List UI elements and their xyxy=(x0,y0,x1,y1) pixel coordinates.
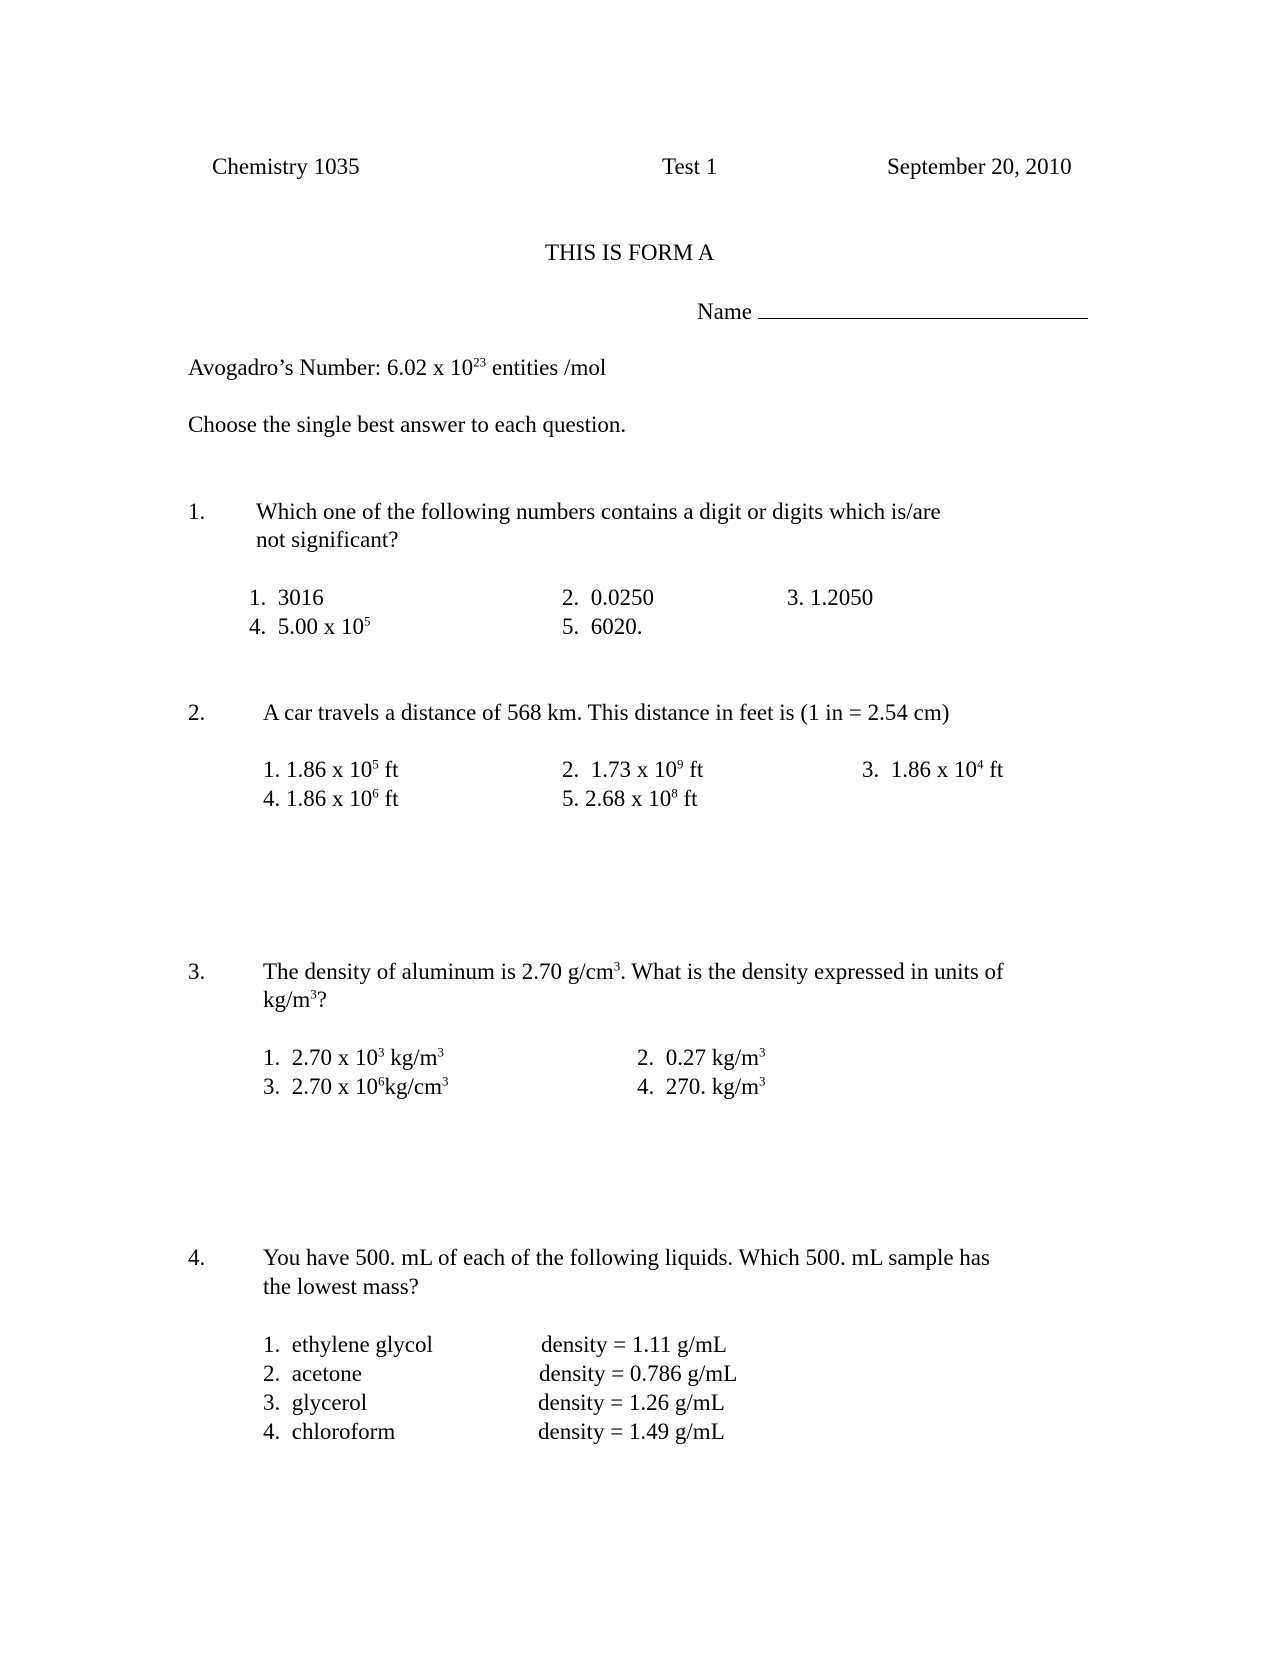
question-4-option-4[interactable]: 4. chloroform xyxy=(263,1419,396,1444)
question-4-option-1[interactable]: 1. ethylene glycol xyxy=(263,1332,433,1357)
name-blank-line[interactable] xyxy=(758,296,1088,319)
question-4-option-3-density: density = 1.26 g/mL xyxy=(538,1390,725,1415)
question-2-text-line1: A car travels a distance of 568 km. This distance in feet is (1 in = 2.54 cm) xyxy=(263,700,950,725)
name-label: Name xyxy=(697,299,752,324)
question-3-text-line2: $kg/m^3$? xyxy=(263,986,327,1012)
test-title: Test 1 xyxy=(662,154,718,179)
question-1-option-3[interactable]: 3. 1.2050 xyxy=(787,585,874,610)
question-1-option-2[interactable]: 2. 0.0250 xyxy=(562,585,654,610)
question-4-option-3[interactable]: 3. glycerol xyxy=(263,1390,368,1415)
avogadro-number xyxy=(188,354,606,382)
question-4-text-line1: You have 500. mL of each of the following liquids. Which 500. mL sample has xyxy=(263,1245,990,1270)
question-4-option-1-density: density = 1.11 g/mL xyxy=(541,1332,727,1357)
question-3-option-1[interactable]: 1. 2.70 x $10^3$ $kg/m^3$ xyxy=(263,1044,445,1070)
question-3-option-4[interactable]: 4. 270. $kg/m^3$ xyxy=(637,1073,766,1099)
question-1-text-line1: Which one of the following numbers contains a digit or digits which is/are xyxy=(256,499,941,524)
question-4-text-line2: the lowest mass? xyxy=(263,1274,419,1299)
question-2-option-3[interactable]: 3. 1.86 x $10^4$ ft xyxy=(862,756,1004,782)
question-2-option-4[interactable]: 4. 1.86 x $10^6$ ft xyxy=(263,785,399,811)
question-4-option-2-density: density = 0.786 g/mL xyxy=(539,1361,738,1386)
form-label: THIS IS FORM A xyxy=(545,240,715,265)
question-1-number: 1. xyxy=(188,499,206,524)
avogadro-suffix: entities /mol xyxy=(486,355,607,380)
avogadro-exponent: 23 xyxy=(473,354,487,370)
question-1-option-5[interactable]: 5. 6020. xyxy=(562,614,643,639)
question-4-option-4-density: density = 1.49 g/mL xyxy=(538,1419,725,1444)
question-3-number: 3. xyxy=(188,959,206,984)
question-3-option-3[interactable]: 3. 2.70 x $10^6kg/cm^3$ xyxy=(263,1073,449,1099)
question-4-option-2[interactable]: 2. acetone xyxy=(263,1361,362,1386)
course-title: Chemistry 1035 xyxy=(212,154,360,179)
question-2-number: 2. xyxy=(188,700,206,725)
question-2-option-1[interactable]: 1. 1.86 x $10^5$ ft xyxy=(263,756,399,782)
question-4-number: 4. xyxy=(188,1245,206,1270)
question-2-option-2[interactable]: 2. 1.73 x $10^9$ ft xyxy=(562,756,704,782)
instructions: Choose the single best answer to each question. xyxy=(188,412,627,437)
question-2-option-5[interactable]: 5. 2.68 x $10^8$ ft xyxy=(562,785,698,811)
question-1-option-4[interactable]: 4. 5.00 x $10^5$ xyxy=(249,613,371,639)
question-3-text-line1: The density of aluminum is 2.70 $g/cm^3$. What is the density expressed in units of xyxy=(263,958,1004,984)
question-3-option-2[interactable]: 2. 0.27 $kg/m^3$ xyxy=(637,1044,766,1070)
name-field[interactable] xyxy=(697,296,1088,326)
avogadro-prefix: Avogadro’s Number: 6.02 x 10 xyxy=(188,355,474,380)
question-1-text-line2: not significant? xyxy=(256,527,399,552)
question-1-option-1[interactable]: 1. 3016 xyxy=(249,585,324,610)
test-date: September 20, 2010 xyxy=(887,154,1072,179)
